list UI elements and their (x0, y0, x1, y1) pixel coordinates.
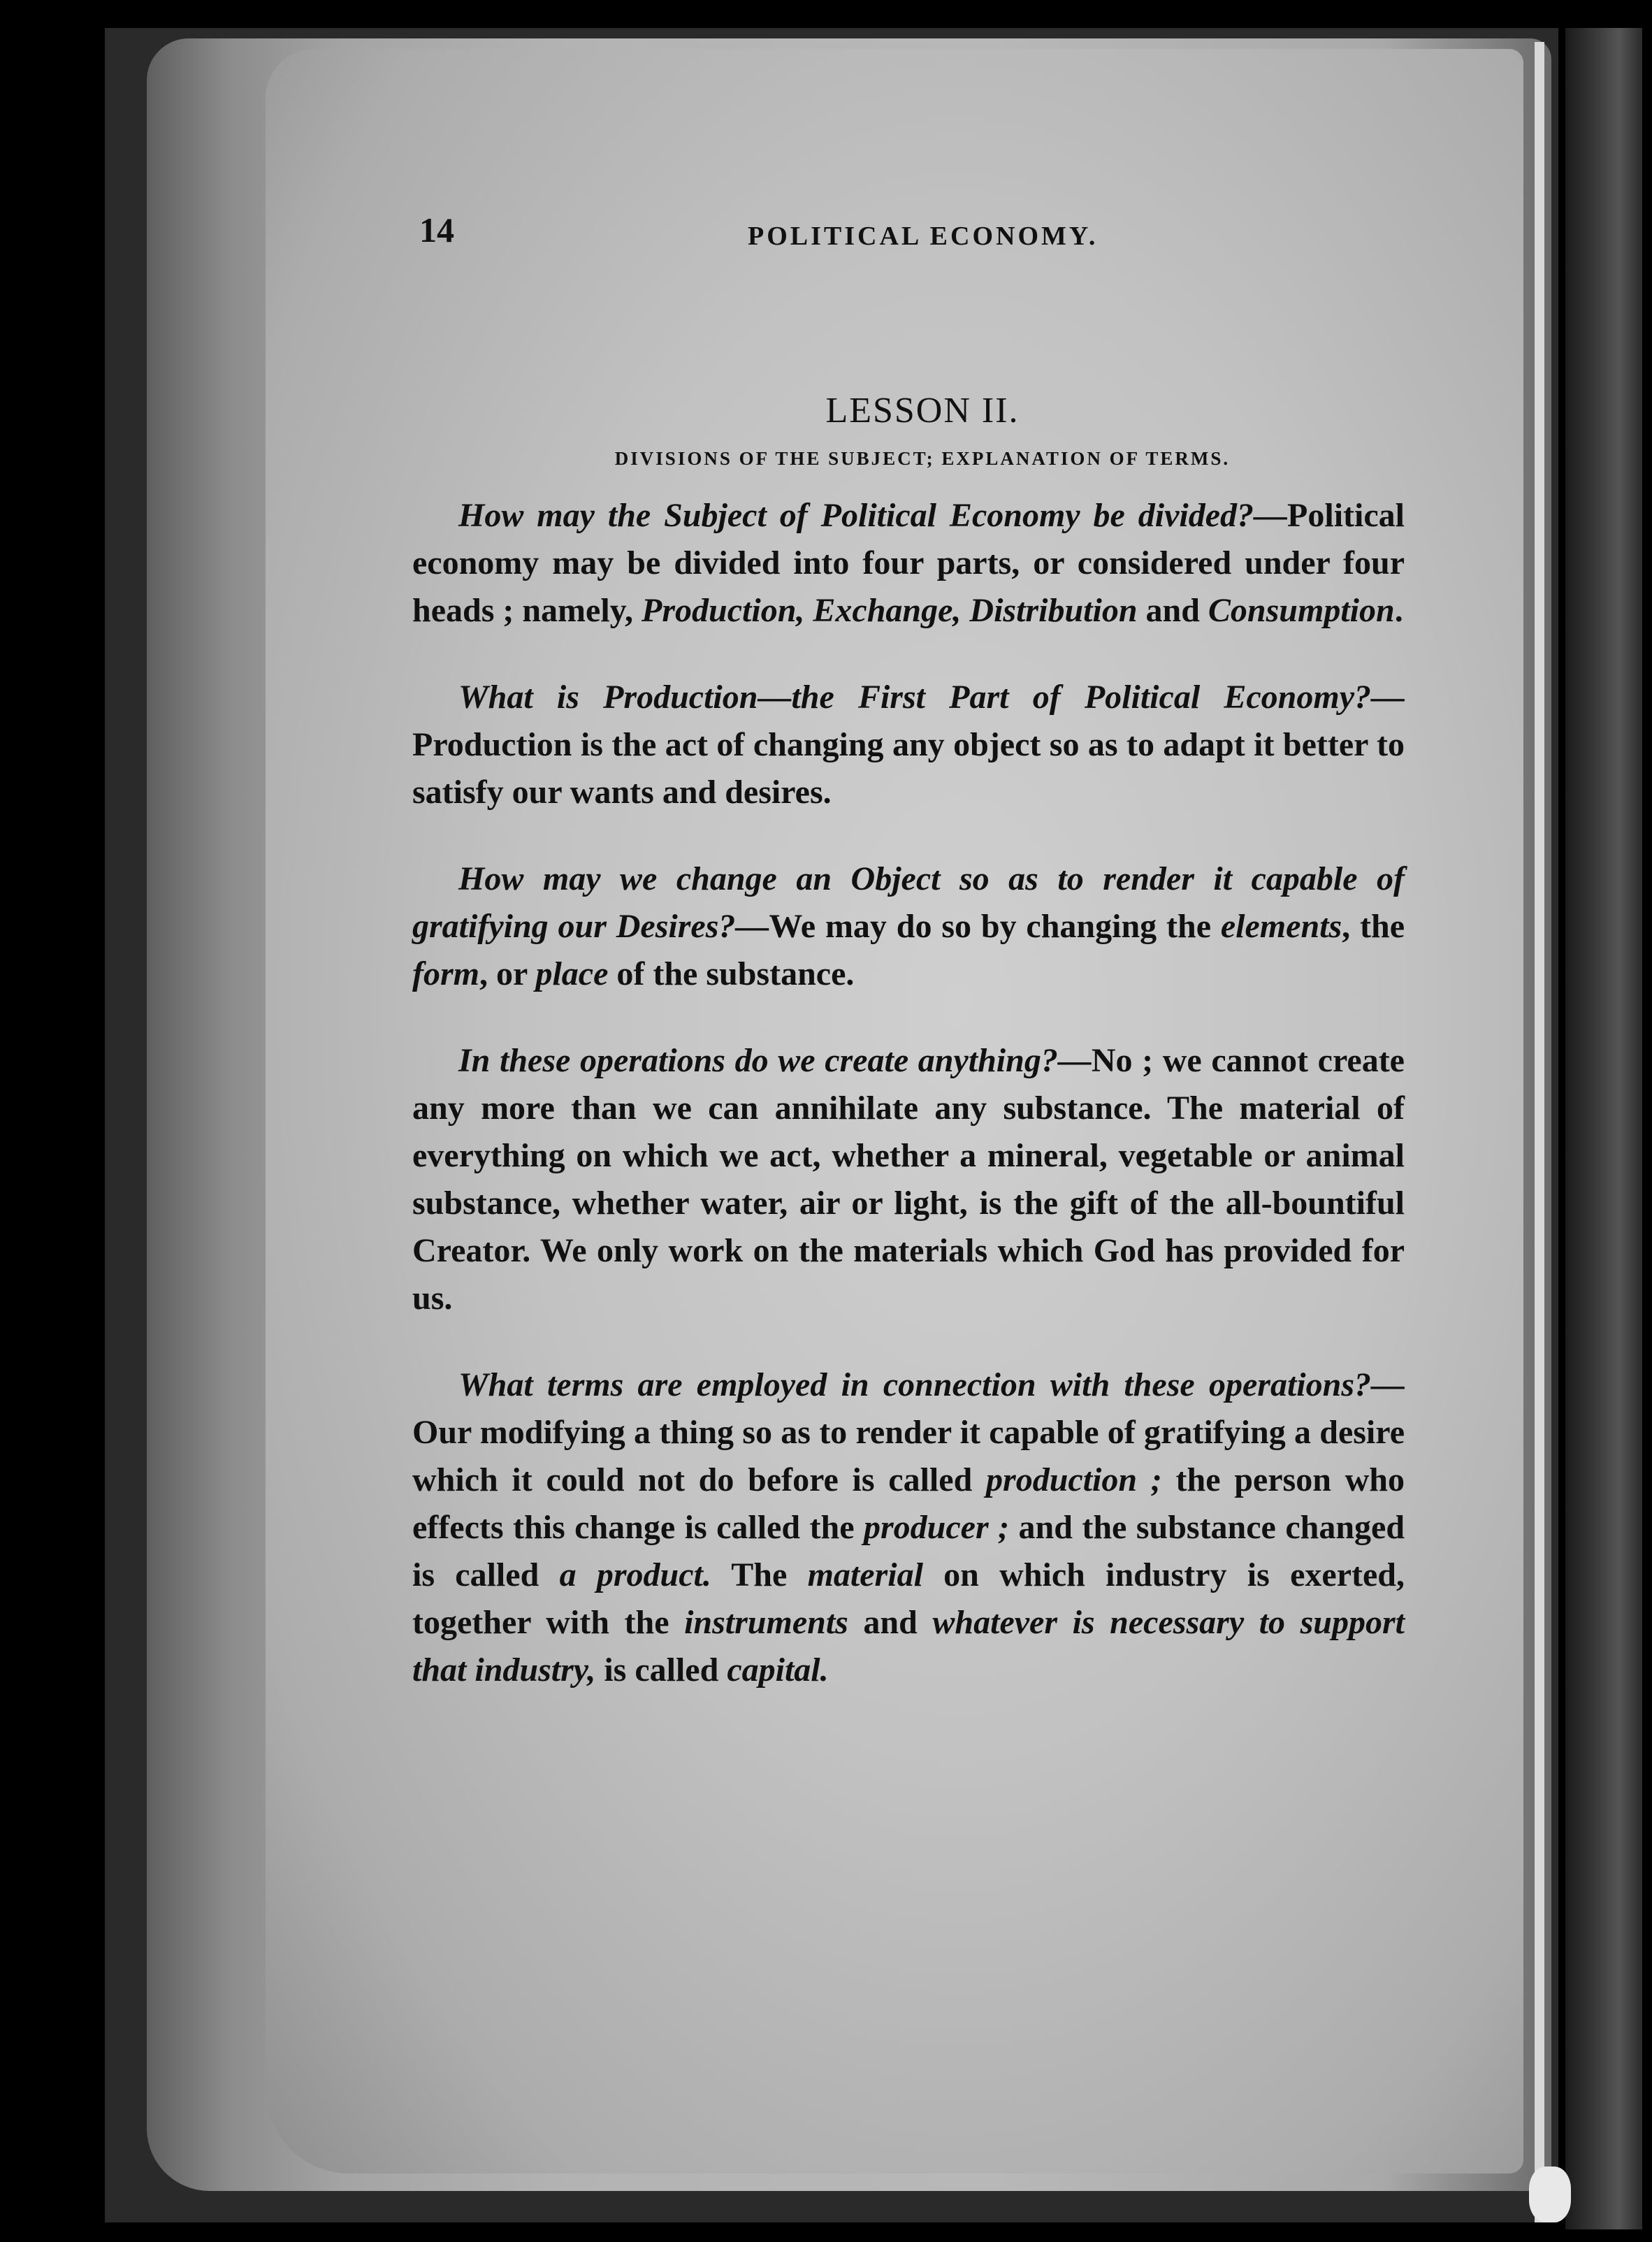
answer-text: and the substance changed is called (412, 1509, 1405, 1593)
question: How may we change an Object so as to render it capable of gratifying our Desires?— (412, 860, 1405, 945)
answer-text: on which industry is exerted, together with the (412, 1556, 1405, 1641)
answer-italic: place (535, 955, 609, 992)
answer-text: Our modifying a thing so as to render it capable of gratifying a desire which it could not do before is called (412, 1414, 1405, 1498)
answer-text: . (1394, 592, 1403, 629)
answer-text: The (711, 1556, 808, 1593)
answer-text: Production is the act of changing any object so as to adapt it better to satisfy our wants and desires. (412, 726, 1405, 811)
qa-paragraph (412, 492, 1405, 635)
answer-italic: Production, Exchange, Distribution (642, 592, 1138, 629)
qa-block (412, 674, 1405, 816)
lesson-title: LESSON II. (825, 391, 1020, 431)
answer-text: We may do so by changing the (769, 908, 1221, 945)
qa-block (412, 1361, 1405, 1694)
answer-italic: producer ; (863, 1509, 1010, 1546)
question: What terms are employed in connection with these operations?— (458, 1366, 1405, 1403)
answer-text: , the (1342, 908, 1405, 945)
qa-block (412, 492, 1405, 635)
qa-paragraph (412, 1037, 1405, 1322)
answer-italic: a product. (559, 1556, 711, 1593)
adjacent-page-strip (1565, 28, 1642, 2229)
qa-paragraph (412, 674, 1405, 816)
question: What is Production—the First Part of Political Economy?— (458, 679, 1405, 716)
qa-paragraph (412, 855, 1405, 998)
answer-text: , or (479, 955, 536, 992)
answer-text: is called (595, 1651, 727, 1688)
answer-text: Political economy may be divided into four parts, or considered under four heads ; namely, (412, 497, 1405, 629)
answer-italic: elements (1220, 908, 1342, 945)
adjacent-page-edge (1535, 42, 1544, 2222)
answer-italic: material (807, 1556, 923, 1593)
answer-italic: Consumption (1208, 592, 1395, 629)
question: In these operations do we create anything?— (458, 1042, 1092, 1079)
clip-mark (1529, 2167, 1571, 2222)
answer-italic: production ; (986, 1461, 1162, 1498)
answer-italic: capital. (727, 1651, 829, 1688)
qa-block (412, 855, 1405, 998)
answer-text: and (1137, 592, 1208, 629)
running-head (412, 210, 1405, 266)
qa-paragraph (412, 1361, 1405, 1694)
lesson-subtitle: DIVISIONS OF THE SUBJECT; EXPLANATION OF TERMS. (614, 448, 1231, 469)
answer-text: No ; we cannot create any more than we can annihilate any substance. The material of everything on which we act, whether a mineral, vegetable or animal substance, whether water, air or light, is the gift of the all-bountiful Creator. We only work on the materials which God has provided for us. (412, 1042, 1405, 1317)
running-head-title: POLITICAL ECONOMY. (748, 222, 1099, 251)
question: How may the Subject of Political Economy be divided?— (458, 497, 1288, 534)
answer-text: and (848, 1604, 933, 1641)
page-number: 14 (419, 210, 454, 249)
answer-italic: form (412, 955, 479, 992)
answer-italic: instruments (684, 1604, 848, 1641)
answer-italic: whatever is necessary to support that industry, (412, 1604, 1405, 1688)
answer-text: of the substance. (608, 955, 855, 992)
qa-block (412, 1037, 1405, 1322)
answer-text: the person who effects this change is called the (412, 1461, 1405, 1546)
page-content (412, 210, 1405, 1694)
